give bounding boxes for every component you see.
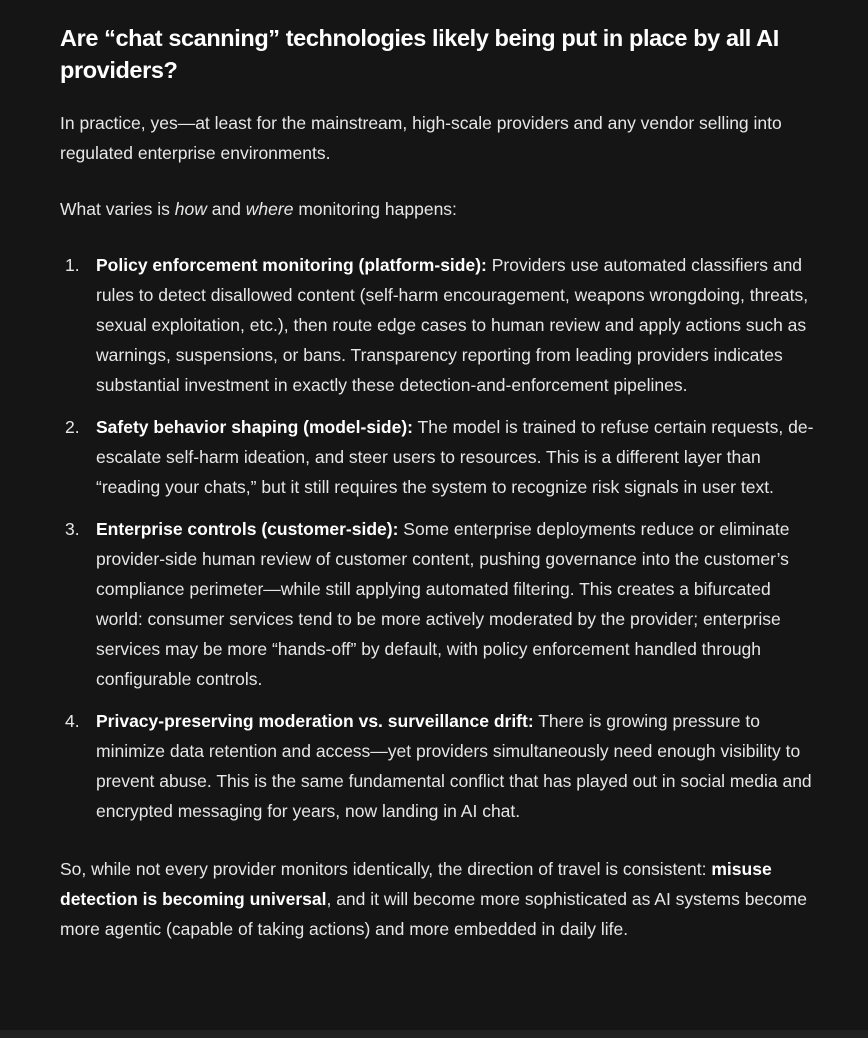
list-item-safety-behavior	[60, 412, 816, 502]
list-item-body: Providers use automated classifiers and rules to detect disallowed content (self-harm encouragement, weapons wrongdoing, threats, sexual exploitation, etc.), then route edge cases to human review and apply actions such as warnings, suspensions, or bans. Transparency reporting from leading providers indicates substantial investment in exactly these detection-and-enforcement pipelines.	[96, 255, 809, 395]
list-item-lead: Policy enforcement monitoring (platform-side):	[96, 255, 487, 275]
list-number: 3.	[65, 519, 80, 539]
list-item-text	[96, 412, 816, 502]
list-number: 2.	[65, 417, 80, 437]
question-heading: Are “chat scanning” technologies likely being put in place by all AI providers?	[60, 25, 779, 83]
italic-word-how: how	[174, 199, 207, 219]
italic-word-where: where	[245, 199, 294, 219]
varies-paragraph	[60, 194, 816, 224]
list-item-privacy-moderation	[60, 706, 816, 826]
varies-text-middle: and	[206, 199, 246, 219]
list-item-body: The model is trained to refuse certain requests, de-escalate self-harm ideation, and steer users to resources. This is a different layer than “reading your chats,” but it still requires the system to recognize risk signals in user text.	[96, 417, 814, 497]
list-number: 1.	[65, 255, 80, 275]
intro-paragraph: In practice, yes—at least for the mainstream, high-scale providers and any vendor selling into regulated enterprise environments.	[60, 113, 782, 163]
bottom-edge-strip	[0, 1030, 868, 1038]
conclusion-prefix: So, while not every provider monitors identically, the direction of travel is consistent:	[60, 859, 712, 879]
list-item-lead: Enterprise controls (customer-side):	[96, 519, 399, 539]
list-item-enterprise-controls	[60, 514, 816, 694]
list-item-body: There is growing pressure to minimize data retention and access—yet providers simultaneously need enough visibility to prevent abuse. This is the same fundamental conflict that has played out in social media and encrypted messaging for years, now landing in AI chat.	[96, 711, 812, 821]
list-item-text	[96, 514, 816, 694]
conclusion-bold-phrase: misuse detection is becoming universal	[60, 859, 772, 909]
varies-text-prefix: What varies is	[60, 199, 175, 219]
list-item-lead: Privacy-preserving moderation vs. surveillance drift:	[96, 711, 534, 731]
list-item-policy-enforcement	[60, 250, 816, 400]
conclusion-suffix: , and it will become more sophisticated as AI systems become more agentic (capable of taking actions) and more embedded in daily life.	[60, 889, 807, 939]
list-item-body: Some enterprise deployments reduce or eliminate provider-side human review of customer content, pushing governance into the customer’s compliance perimeter—while still applying automated filtering. This creates a bifurcated world: consumer services tend to be more actively moderated by the provider; enterprise services may be more “hands-off” by default, with policy enforcement handled through configurable controls.	[96, 519, 790, 689]
monitoring-variations-list	[60, 250, 816, 826]
list-number: 4.	[65, 711, 80, 731]
list-item-lead: Safety behavior shaping (model-side):	[96, 417, 413, 437]
varies-text-suffix: monitoring happens:	[293, 199, 457, 219]
list-item-text	[96, 706, 816, 826]
conclusion-paragraph	[60, 854, 816, 944]
list-item-text	[96, 250, 816, 400]
